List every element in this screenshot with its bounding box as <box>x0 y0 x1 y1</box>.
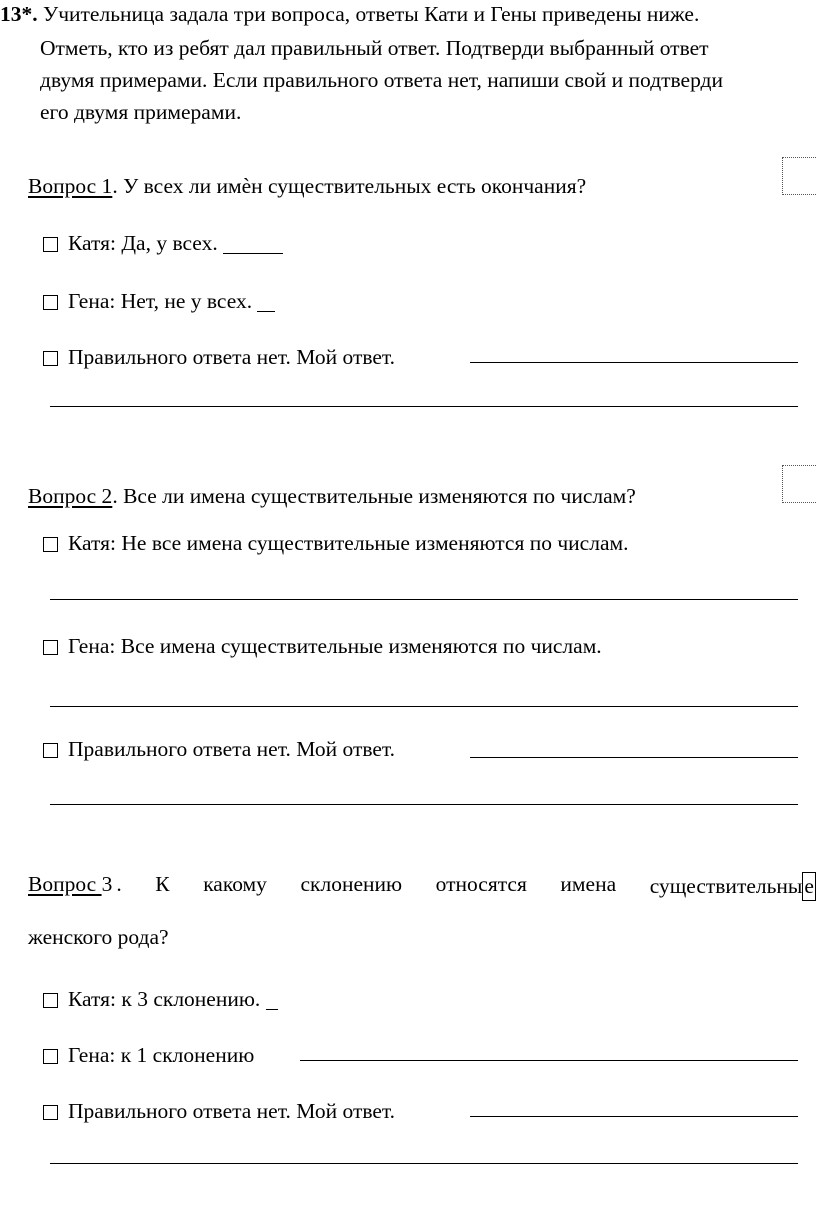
q3-option-gena[interactable] <box>43 1043 254 1068</box>
q1-option-gena-text: Гена: Нет, не у всех. <box>68 289 253 313</box>
q2-option-katya[interactable] <box>43 531 628 556</box>
q1-option-own-text: Правильного ответа нет. Мой ответ. <box>68 345 396 369</box>
q3-option-own[interactable] <box>43 1099 395 1124</box>
checkbox[interactable] <box>43 993 58 1008</box>
q1-option-katya[interactable] <box>43 231 283 256</box>
answer-blank[interactable] <box>257 291 275 312</box>
checkbox[interactable] <box>43 237 58 252</box>
q2-option-gena[interactable] <box>43 634 602 659</box>
q2-option-own-text: Правильного ответа нет. Мой ответ. <box>68 737 396 761</box>
checkbox[interactable] <box>43 1049 58 1064</box>
question-2-label: Вопрос 2 <box>28 484 113 508</box>
question-3-text-row: . К какому склонению относятся имена существительные <box>116 872 816 901</box>
task-text-4: его двумя примерами. <box>40 100 242 124</box>
highlighted-letter: е <box>802 872 816 901</box>
task-text-3: двумя примерами. Если правильного ответа нет, напиши свой и подтверди <box>40 68 724 92</box>
answer-blank[interactable] <box>223 233 283 254</box>
q1-option-katya-text: Катя: Да, у всех. <box>68 231 218 255</box>
task-text-1: Учительница задала три вопроса, ответы Кати и Гены приведены ниже. <box>43 2 700 26</box>
checkbox[interactable] <box>43 1105 58 1120</box>
question-1-text: . У всех ли имѐн существительных есть окончания? <box>112 174 587 198</box>
question-3-label: Вопрос <box>28 872 102 896</box>
task-number: 13*. <box>0 2 38 26</box>
question-3 <box>28 872 816 901</box>
score-box-q2[interactable] <box>782 465 816 503</box>
q1-option-own[interactable] <box>43 345 395 370</box>
q3-option-own-text: Правильного ответа нет. Мой ответ. <box>68 1099 396 1123</box>
q2-option-katya-text: Катя: Не все имена существительные изменяются по числам. <box>68 531 629 555</box>
q1-option-gena[interactable] <box>43 289 275 314</box>
answer-line[interactable] <box>470 1116 798 1117</box>
answer-line[interactable] <box>50 1163 798 1164</box>
answer-line[interactable] <box>50 804 798 805</box>
task-text-2: Отметь, кто из ребят дал правильный ответ. Подтверди выбранный ответ <box>40 36 709 60</box>
answer-line[interactable] <box>50 599 798 600</box>
checkbox[interactable] <box>43 537 58 552</box>
checkbox[interactable] <box>43 351 58 366</box>
question-1 <box>28 174 586 199</box>
q3-option-gena-text: Гена: к 1 склонению <box>68 1043 255 1067</box>
q2-option-gena-text: Гена: Все имена существительные изменяются по числам. <box>68 634 602 658</box>
answer-line[interactable] <box>470 362 798 363</box>
question-1-label: Вопрос 1 <box>28 174 113 198</box>
answer-line[interactable] <box>300 1060 798 1061</box>
checkbox[interactable] <box>43 295 58 310</box>
question-2 <box>28 484 636 509</box>
question-3-text-2: женского рода? <box>28 925 169 949</box>
checkbox[interactable] <box>43 640 58 655</box>
q3-option-katya[interactable] <box>43 987 278 1012</box>
answer-blank[interactable] <box>266 989 278 1010</box>
score-box-q1[interactable] <box>782 157 816 195</box>
task-statement-line-1 <box>0 2 699 27</box>
question-3-number: 3 <box>101 872 113 896</box>
checkbox[interactable] <box>43 743 58 758</box>
answer-line[interactable] <box>50 406 798 407</box>
q3-option-katya-text: Катя: к 3 склонению. <box>68 987 261 1011</box>
question-2-text: . Все ли имена существительные изменяются по числам? <box>112 484 636 508</box>
answer-line[interactable] <box>470 757 798 758</box>
q2-option-own[interactable] <box>43 737 395 762</box>
answer-line[interactable] <box>50 706 798 707</box>
